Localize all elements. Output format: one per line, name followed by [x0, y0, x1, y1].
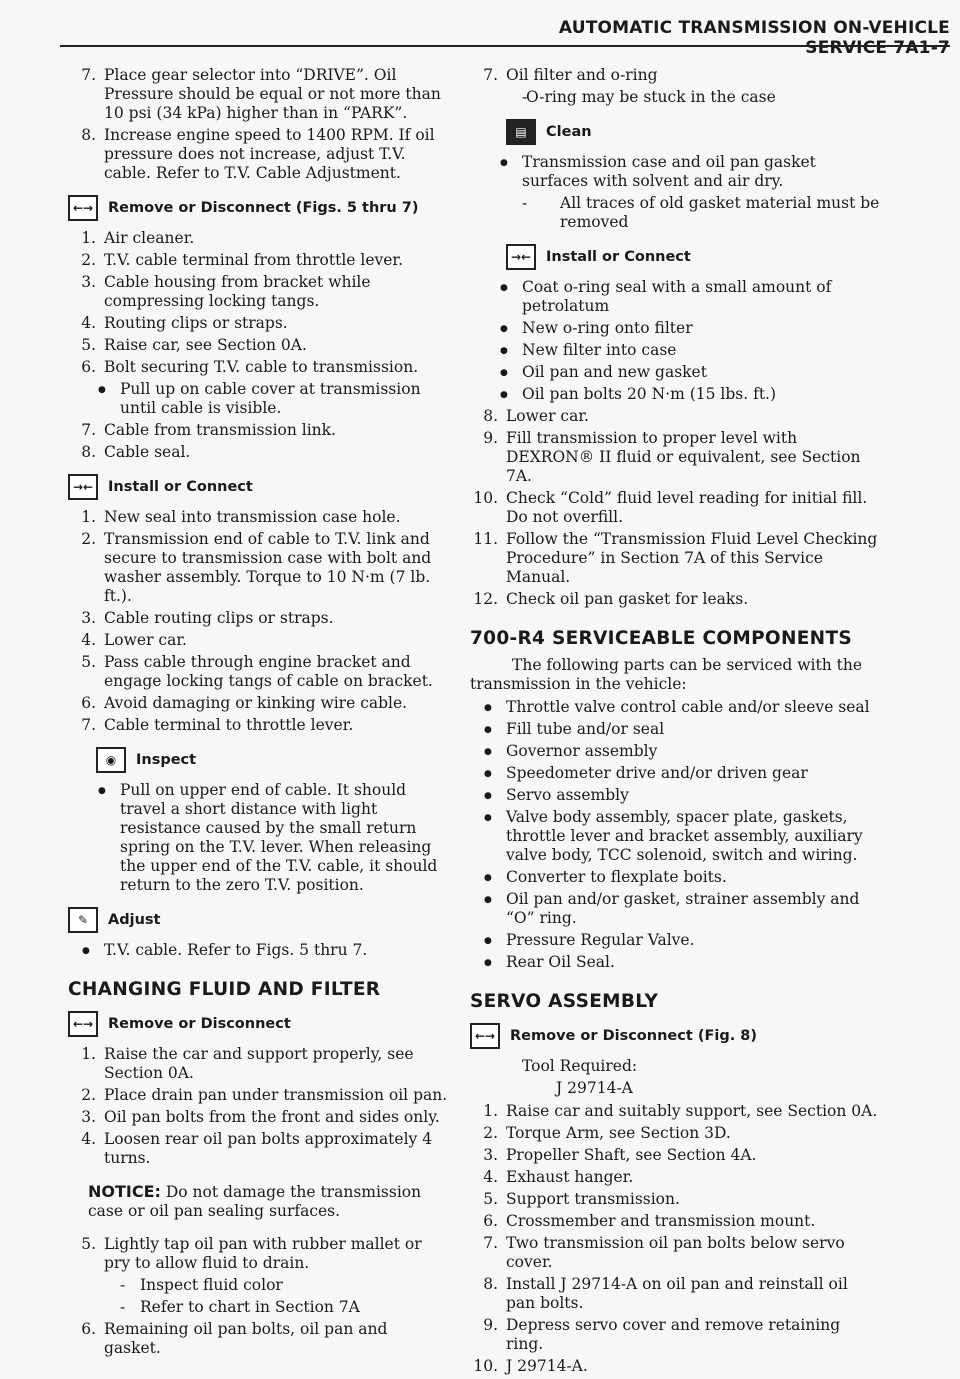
list-item: 2. Torque Arm, see Section 3D.: [483, 1124, 731, 1142]
section-title-servo: SERVO ASSEMBLY: [470, 991, 659, 1012]
bullet-item: ● Pressure Regular Valve.: [470, 931, 880, 950]
list-item: 2. Place drain pan under transmission oil pan.: [81, 1086, 448, 1104]
list-item: 3. Propeller Shaft, see Section 4A.: [483, 1146, 757, 1164]
left-column: [68, 66, 448, 1361]
bullet-item: ● Coat o-ring seal with a small amount of petrolatum: [470, 278, 880, 316]
install-heading-right: →← Install or Connect: [506, 244, 880, 270]
bullet-item: ● T.V. cable. Refer to Figs. 5 thru 7.: [68, 941, 448, 960]
list-item: 7. Place gear selector into “DRIVE”. Oil Pressure should be equal or not more than 10 psi (34 kPa) higher than in “PARK”.: [81, 66, 441, 122]
list-item: 5. Lightly tap oil pan with rubber mallet or pry to allow fluid to drain.: [81, 1235, 422, 1272]
list-item: 1. New seal into transmission case hole.: [81, 508, 401, 526]
list-item: 6. Remaining oil pan bolts, oil pan and gasket.: [81, 1320, 388, 1357]
list-item: 1. Air cleaner.: [81, 229, 195, 247]
right-column: [470, 66, 880, 1379]
list-item: 8. Lower car.: [483, 407, 589, 425]
section-title-components: 700-R4 SERVICEABLE COMPONENTS: [470, 628, 853, 649]
bullet-item: ● New filter into case: [470, 341, 880, 360]
list-item: 9. Fill transmission to proper level with DEXRON® II fluid or equivalent, see Section 7A.: [483, 429, 861, 485]
fluid-remove-heading: ←→ Remove or Disconnect: [68, 1011, 448, 1037]
adjust-icon: ✎: [68, 907, 98, 933]
bullet-item: ● Servo assembly: [470, 786, 880, 805]
list-item: 8. Cable seal.: [81, 443, 191, 461]
list-item: 5. Raise car, see Section 0A.: [81, 336, 307, 354]
dash-item: - Inspect fluid color: [68, 1276, 448, 1295]
list-item: 4. Exhaust hanger.: [483, 1168, 634, 1186]
remove-heading: ←→ Remove or Disconnect (Figs. 5 thru 7): [68, 195, 448, 221]
bullet-item: ● Throttle valve control cable and/or sleeve seal: [470, 698, 880, 717]
install-connect-icon: →←: [506, 244, 536, 270]
bullet-item: ● Fill tube and/or seal: [470, 720, 880, 739]
list-item: 10. J 29714-A.: [473, 1357, 588, 1375]
bullet-item: ● Governor assembly: [470, 742, 880, 761]
list-item: 6. Crossmember and transmission mount.: [483, 1212, 816, 1230]
list-item: 6. Bolt securing T.V. cable to transmission.: [81, 358, 419, 376]
list-item: 8. Increase engine speed to 1400 RPM. If oil pressure does not increase, adjust T.V. cable. Refer to T.V. Cable Adjustment.: [81, 126, 435, 182]
list-item: 4. Lower car.: [81, 631, 187, 649]
list-item: 11. Follow the “Transmission Fluid Level Checking Procedure” in Section 7A of this Service Manual.: [473, 530, 878, 586]
tool-value: J 29714-A: [556, 1079, 633, 1097]
servo-remove-heading: ←→ Remove or Disconnect (Fig. 8): [470, 1023, 880, 1049]
list-item: 5. Pass cable through engine bracket and engage locking tangs of cable on bracket.: [81, 653, 433, 690]
list-item: 10. Check “Cold” fluid level reading for initial fill. Do not overfill.: [473, 489, 868, 526]
bullet-item: ● Transmission case and oil pan gasket surfaces with solvent and air dry.: [470, 153, 880, 191]
dash-item: - All traces of old gasket material must be removed: [470, 194, 880, 232]
notice: NOTICE: Do not damage the transmission case or oil pan sealing surfaces.: [88, 1182, 422, 1220]
bullet-item: ● Rear Oil Seal.: [470, 953, 880, 972]
bullet-item: ● New o-ring onto filter: [470, 319, 880, 338]
clean-heading: ▤ Clean: [506, 119, 880, 145]
list-item: 3. Oil pan bolts from the front and sides only.: [81, 1108, 440, 1126]
remove-disconnect-icon: ←→: [68, 1011, 98, 1037]
list-item: 5. Support transmission.: [483, 1190, 680, 1208]
list-item: 1. Raise the car and support properly, see Section 0A.: [81, 1045, 414, 1082]
list-item: 7. Oil filter and o-ring: [483, 66, 658, 84]
inspect-heading: ◉ Inspect: [96, 747, 448, 773]
tool-label: Tool Required:: [522, 1057, 638, 1075]
bullet-item: ● Converter to flexplate boits.: [470, 868, 880, 887]
install-connect-icon: →←: [68, 474, 98, 500]
clean-icon: ▤: [506, 119, 536, 145]
list-item: 9. Depress servo cover and remove retaining ring.: [483, 1316, 841, 1353]
list-item: 3. Cable routing clips or straps.: [81, 609, 334, 627]
bullet-item: ● Pull on upper end of cable. It should travel a short distance with light resistance caused by the small return spring on the T.V. lever. When releasing the upper end of the T.V. cable, it should return to the zero T.V. position.: [68, 781, 448, 895]
list-item: 8. Install J 29714-A on oil pan and reinstall oil pan bolts.: [483, 1275, 848, 1312]
inspect-icon: ◉: [96, 747, 126, 773]
list-item: 7. Two transmission oil pan bolts below servo cover.: [483, 1234, 845, 1271]
bullet-item: ● Oil pan bolts 20 N·m (15 lbs. ft.): [470, 385, 880, 404]
header-rule: [60, 45, 950, 47]
components-intro: The following parts can be serviced with the transmission in the vehicle:: [470, 656, 863, 693]
list-item: 4. Routing clips or straps.: [81, 314, 288, 332]
bullet-item: ● Valve body assembly, spacer plate, gaskets, throttle lever and bracket assembly, auxiliary valve body, TCC solenoid, switch and wiring.: [470, 808, 880, 865]
bullet-item: ● Pull up on cable cover at transmission until cable is visible.: [68, 380, 448, 418]
remove-disconnect-icon: ←→: [470, 1023, 500, 1049]
list-item: 7. Cable from transmission link.: [81, 421, 336, 439]
install-heading: →← Install or Connect: [68, 474, 448, 500]
list-item: 2. T.V. cable terminal from throttle lever.: [81, 251, 404, 269]
remove-disconnect-icon: ←→: [68, 195, 98, 221]
list-item: 6. Avoid damaging or kinking wire cable.: [81, 694, 408, 712]
list-item: 4. Loosen rear oil pan bolts approximately 4 turns.: [81, 1130, 433, 1167]
section-title-fluid: CHANGING FLUID AND FILTER: [68, 979, 381, 1000]
list-item: 12. Check oil pan gasket for leaks.: [473, 590, 749, 608]
adjust-heading: ✎ Adjust: [68, 907, 448, 933]
bullet-item: ● Speedometer drive and/or driven gear: [470, 764, 880, 783]
dash-item: - O-ring may be stuck in the case: [470, 88, 880, 107]
list-item: 3. Cable housing from bracket while compressing locking tangs.: [81, 273, 371, 310]
bullet-item: ● Oil pan and new gasket: [470, 363, 880, 382]
list-item: 1. Raise car and suitably support, see Section 0A.: [483, 1102, 878, 1120]
list-item: 2. Transmission end of cable to T.V. link and secure to transmission case with bolt and washer assembly. Torque to 10 N·m (7 lb. ft.).: [81, 530, 432, 605]
page-header: AUTOMATIC TRANSMISSION ON-VEHICLE SERVICE 7A1-7: [558, 18, 950, 58]
bullet-item: ● Oil pan and/or gasket, strainer assembly and “O” ring.: [470, 890, 880, 928]
list-item: 7. Cable terminal to throttle lever.: [81, 716, 354, 734]
dash-item: - Refer to chart in Section 7A: [68, 1298, 448, 1317]
